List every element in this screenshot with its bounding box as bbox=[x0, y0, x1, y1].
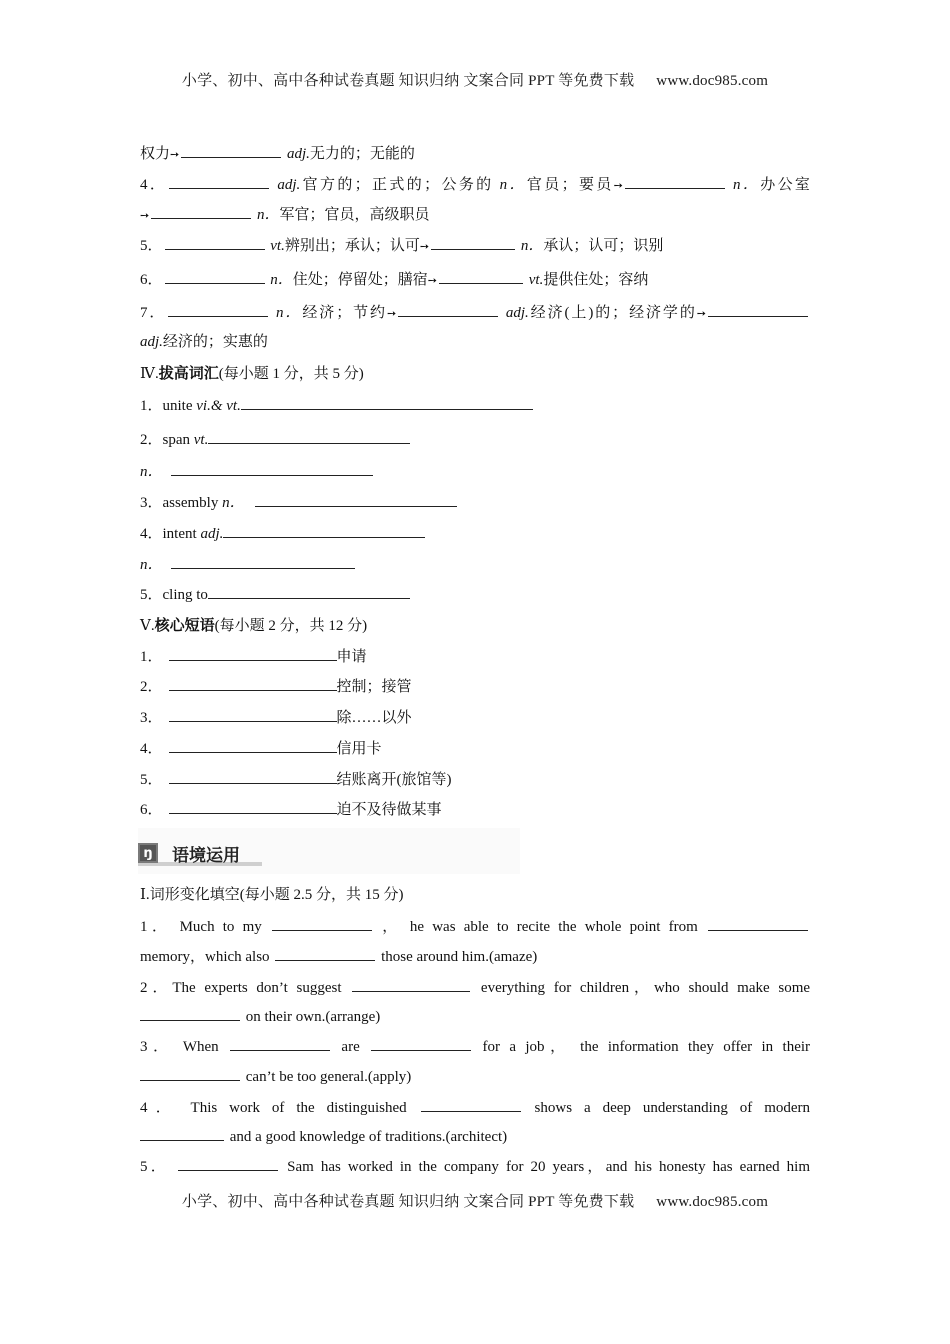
advanced-vocab-item-2: 2．span vt. bbox=[140, 429, 410, 450]
question-3-line-1: 3． When are for a job， the information they offer in their bbox=[140, 1036, 810, 1057]
answer-blank[interactable] bbox=[371, 1036, 471, 1051]
section-header-context bbox=[138, 839, 256, 867]
answer-blank[interactable] bbox=[241, 395, 533, 410]
vocab-item-7-cont: adj.经济的；实惠的 bbox=[140, 334, 268, 350]
advanced-vocab-item-4-noun: n． bbox=[140, 554, 357, 575]
answer-blank[interactable] bbox=[140, 1126, 224, 1141]
vocab-item-4-cont: ➙ n．军官；官员，高级职员 bbox=[140, 204, 430, 226]
answer-blank[interactable] bbox=[223, 523, 425, 538]
answer-blank[interactable] bbox=[178, 1156, 278, 1171]
exercise-1-heading: Ⅰ.词形变化填空(每小题 2.5 分，共 15 分) bbox=[140, 887, 404, 903]
answer-blank[interactable] bbox=[230, 1036, 330, 1051]
answer-blank[interactable] bbox=[169, 646, 337, 661]
advanced-vocab-item-1: 1．unite vi.& vt. bbox=[140, 395, 533, 416]
question-5-line-1: 5． Sam has worked in the company for 20 years，and his honesty has earned him bbox=[140, 1156, 810, 1177]
header-banner-text: 小学、初中、高中各种试卷真题 知识归纳 文案合同 PPT 等免费下载 bbox=[181, 73, 635, 89]
footer-banner-url[interactable]: www.doc985.com bbox=[656, 1194, 769, 1210]
arrow-icon: ➙ bbox=[427, 274, 438, 287]
vocab-item-6: 6． n．住处；停留处；膳宿➙ vt.提供住处；容纳 bbox=[140, 269, 648, 291]
section-marker-icon: ŋ bbox=[138, 843, 158, 863]
advanced-vocab-item-5: 5．cling to bbox=[140, 584, 410, 605]
footer-banner-text: 小学、初中、高中各种试卷真题 知识归纳 文案合同 PPT 等免费下载 bbox=[181, 1194, 635, 1210]
answer-blank[interactable] bbox=[171, 461, 373, 476]
arrow-icon: ➙ bbox=[386, 307, 397, 320]
phrase-item-2: 2． 控制；接管 bbox=[140, 676, 412, 697]
answer-blank[interactable] bbox=[168, 302, 268, 317]
answer-blank[interactable] bbox=[169, 174, 269, 189]
answer-blank[interactable] bbox=[708, 302, 808, 317]
phrase-item-3: 3． 除……以外 bbox=[140, 707, 412, 728]
arrow-icon: ➙ bbox=[613, 179, 623, 192]
arrow-icon: ➙ bbox=[140, 209, 150, 222]
question-1-line-1: 1． Much to my ， he was able to recite the whole point from bbox=[140, 916, 810, 937]
answer-blank[interactable] bbox=[169, 707, 337, 722]
arrow-icon: ➙ bbox=[696, 307, 706, 320]
question-1-line-2: memory，which also those around him.(amaze) bbox=[140, 946, 537, 967]
question-2-line-1: 2．The experts don’t suggest everything for children，who should make some bbox=[140, 977, 810, 998]
answer-blank[interactable] bbox=[169, 799, 337, 814]
question-2-line-2: on their own.(arrange) bbox=[140, 1006, 380, 1027]
header-banner bbox=[0, 69, 950, 90]
arrow-icon: ➙ bbox=[170, 148, 180, 161]
vocab-item-4: 4． adj.官方的；正式的；公务的 n．官员；要员➙ n．办公室 bbox=[140, 174, 810, 196]
answer-blank[interactable] bbox=[181, 143, 281, 158]
answer-blank[interactable] bbox=[169, 738, 337, 753]
answer-blank[interactable] bbox=[255, 492, 457, 507]
answer-blank[interactable] bbox=[625, 174, 725, 189]
arrow-icon: ➙ bbox=[419, 240, 430, 253]
answer-blank[interactable] bbox=[171, 554, 355, 569]
answer-blank[interactable] bbox=[140, 1006, 240, 1021]
header-banner-url[interactable]: www.doc985.com bbox=[656, 73, 769, 89]
answer-blank[interactable] bbox=[140, 1066, 240, 1081]
answer-blank[interactable] bbox=[169, 769, 337, 784]
section-4-heading: Ⅳ.拔高词汇(每小题 1 分，共 5 分) bbox=[140, 364, 364, 382]
answer-blank[interactable] bbox=[352, 977, 470, 992]
answer-blank[interactable] bbox=[208, 584, 410, 599]
answer-blank[interactable] bbox=[439, 269, 523, 284]
answer-blank[interactable] bbox=[708, 916, 808, 931]
answer-blank[interactable] bbox=[421, 1097, 521, 1112]
phrase-item-6: 6． 迫不及待做某事 bbox=[140, 799, 442, 820]
vocab-item-5: 5． vt.辨别出；承认；认可➙ n．承认；认可；识别 bbox=[140, 235, 663, 257]
question-4-line-1: 4． This work of the distinguished shows a deep understanding of modern bbox=[140, 1097, 810, 1118]
answer-blank[interactable] bbox=[272, 916, 372, 931]
answer-blank[interactable] bbox=[431, 235, 515, 250]
advanced-vocab-item-2-noun: n． bbox=[140, 461, 375, 482]
answer-blank[interactable] bbox=[208, 429, 410, 444]
answer-blank[interactable] bbox=[151, 204, 251, 219]
answer-blank[interactable] bbox=[398, 302, 498, 317]
advanced-vocab-item-3: 3．assembly n． bbox=[140, 492, 459, 513]
phrase-item-4: 4． 信用卡 bbox=[140, 738, 382, 759]
answer-blank[interactable] bbox=[169, 676, 337, 691]
vocab-line-power: 权力➙ adj.无力的；无能的 bbox=[140, 143, 415, 165]
section-title: 语境运用 bbox=[172, 845, 240, 866]
question-3-line-2: can’t be too general.(apply) bbox=[140, 1066, 411, 1087]
footer-banner bbox=[0, 1190, 950, 1211]
answer-blank[interactable] bbox=[165, 269, 265, 284]
vocab-item-7: 7． n．经济；节约➙ adj.经济(上)的；经济学的➙ bbox=[140, 302, 810, 324]
phrase-item-1: 1． 申请 bbox=[140, 646, 367, 667]
phrase-item-5: 5． 结账离开(旅馆等) bbox=[140, 769, 452, 790]
advanced-vocab-item-4: 4．intent adj. bbox=[140, 523, 425, 544]
answer-blank[interactable] bbox=[275, 946, 375, 961]
question-4-line-2: and a good knowledge of traditions.(architect) bbox=[140, 1126, 507, 1147]
section-5-heading: Ⅴ.核心短语(每小题 2 分，共 12 分) bbox=[140, 616, 368, 634]
answer-blank[interactable] bbox=[165, 235, 265, 250]
